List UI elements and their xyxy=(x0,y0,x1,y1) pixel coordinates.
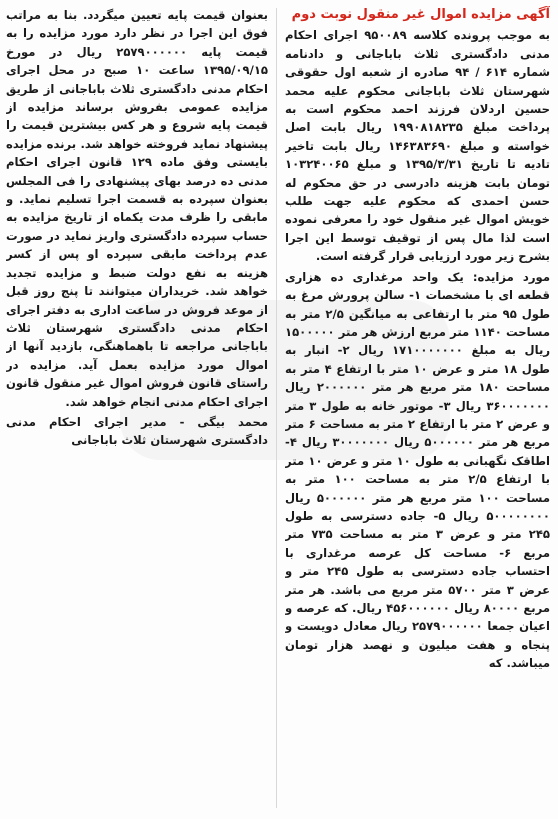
notice-signature: محمد بیگی - مدیر اجرای احکام مدنی دادگستری شهرستان ثلاث باباجانی xyxy=(6,414,268,448)
column-divider xyxy=(276,8,277,808)
notice-column-left xyxy=(6,6,268,526)
notice-paragraph-intro: به موجب پرونده کلاسه ۹۵۰۰۸۹ اجرای احکام مدنی دادگستری ثلاث باباجانی و دادنامه شماره ۶۱۴ / ۹۴ صادره از شعبه اول حقوقی شهرستان ثلاث باباجانی محکوم علیه محمد حسین اردلان فرزند احمد محکوم است به پرداخت مبلغ ۱۹۹۰۸۱۸۲۳۵ ریال بابت اصل خواسته و مبلغ ۱۴۶۳۸۳۶۹۰ ریال بابت تاخیر تادیه تا تاریخ ۱۳۹۵/۳/۳۱ و مبلغ ۱۰۳۲۴۰۰۶۵ تومان بابت هزینه دادرسی در حق محکوم له حسن احمدی که محکوم علیه جهت طلب خویش اموال غیر منقول خود را معرفی نموده است لذا مال پس از توقیف توسط این اجرا بشرح زیر مورد ارزیابی قرار گرفته است. xyxy=(285,28,550,264)
notice-column-right xyxy=(285,6,550,814)
notice-headline: آگهی مزایده اموال غیر منقول نوبت دوم xyxy=(291,7,550,22)
notice-paragraph-terms: بعنوان قیمت پایه تعیین میگردد. بنا به مراتب فوق این اجرا در نظر دارد مورد مزایده را به قیمت پایه ۲۵۷۹۰۰۰۰۰۰ ریال در مورخ ۱۳۹۵/۰۹/۱۵ ساعت ۱۰ صبح در محل اجرای احکام مدنی دادگستری ثلاث باباجانی از طریق مزایده عمومی بفروش برساند مزایده از قیمت پایه شروع و هر کس بیشترین قیمت را پیشنهاد نماید فروخته خواهد شد. برنده مزایده بایستی وفق ماده ۱۲۹ قانون اجرای احکام مدنی ده درصد بهای پیشنهادی را فی المجلس بعنوان سپرده به قسمت اجرا تسلیم نماید. و مابقی را ظرف مدت یکماه از تاریخ مزایده به حساب سپرده دادگستری واریز نماید در صورت عدم پرداخت مابقی سپرده او پس از کسر هزینه به نفع دولت ضبط و مزایده تجدید خواهد شد. خریداران میتوانند تا پنج روز قبل از موعد فروش در ساعت اداری به دفتر اجرای احکام مدنی دادگستری شهرستان ثلاث باباجانی مراجعه تا باهماهنگی، بازدید آنها از اموال مورد مزایده بعمل آید. مزایده در راستای قانون فروش اموال غیر منقول قانون اجرای احکام مدنی انجام خواهد شد. xyxy=(6,8,268,409)
notice-paragraph-auction-item: مورد مزایده: یک واحد مرغداری ده هزاری قطعه ای با مشخصات ۱- سالن پرورش مرغ به طول ۹۵ متر با ارتفاعی به میانگین ۲/۵ متر به مساحت ۱۱۴۰ متر مربع ارزش هر متر ۱۵۰۰۰۰۰ ریال به مبلغ ۱۷۱۰۰۰۰۰۰۰ ریال ۲- انبار به طول ۱۸ متر و عرض ۱۰ متر با ارتفاع ۴ متر به مساحت ۱۸۰ متر مربع هر متر ۲۰۰۰۰۰۰ ریال ۳۶۰۰۰۰۰۰۰ ریال ۳- موتور خانه به طول ۳ متر و عرض ۲ متر با ارتفاع ۲ متر به مساحت ۶ متر مربع هر متر ۵۰۰۰۰۰۰ ریال ۳۰۰۰۰۰۰۰ ریال ۴- اطاقک نگهبانی به طول ۱۰ متر و عرض ۱۰ متر با ارتفاع ۲/۵ متر به مساحت ۱۰۰ متر به مساحت ۱۰۰ متر مربع هر متر ۵۰۰۰۰۰۰ ریال ۵۰۰۰۰۰۰۰۰ ریال ۵- جاده دسترسی به طول ۲۴۵ متر و عرض ۳ متر به مساحت ۷۳۵ متر مربع ۶- مساحت کل عرصه مرغداری با احتساب جاده دسترسی به طول ۲۴۵ متر و عرض ۳ متر ۵۷۰۰ متر مربع می باشد. هر متر مربع ۸۰۰۰۰ ریال ۴۵۶۰۰۰۰۰۰ ریال. که عرصه و اعیان جمعا ۲۵۷۹۰۰۰۰۰۰ ریال معادل دویست و پنجاه و هفت میلیون و نهصد هزار تومان میباشد. که xyxy=(285,269,550,671)
